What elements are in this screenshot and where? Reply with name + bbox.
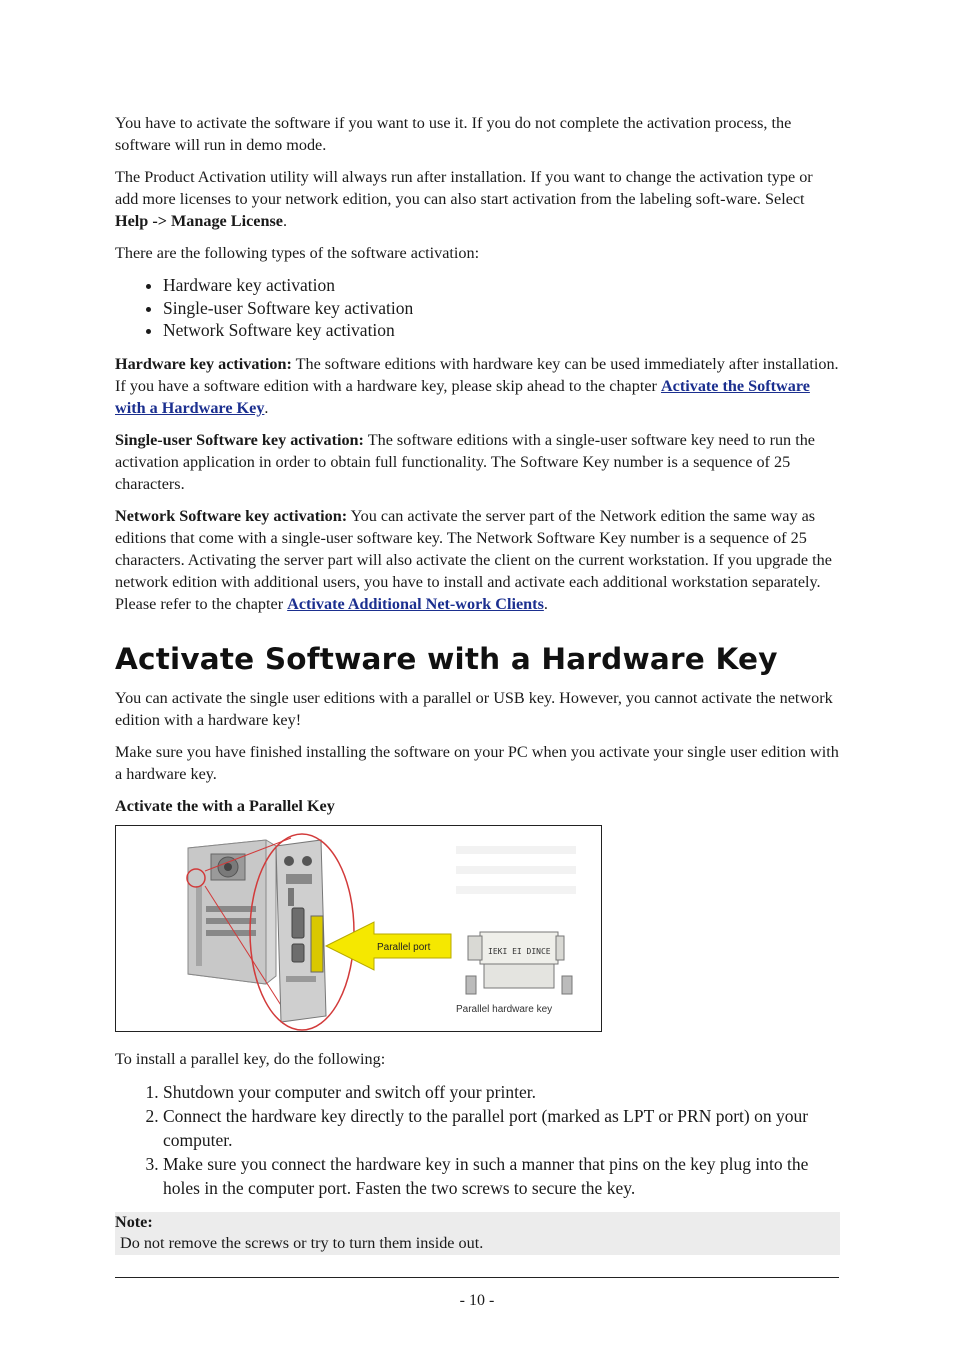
list-item: • Hardware key activation — [163, 274, 840, 297]
page-content — [115, 112, 840, 1255]
note-box — [115, 1212, 840, 1255]
list-item: • Network Software key activation — [163, 319, 840, 342]
pc-tower-small-icon — [187, 840, 276, 984]
intro-paragraph-1: You have to activate the software if you want to use it. If you do not complete the activation process, the software will run in demo mode. — [115, 114, 792, 154]
menu-path: Help -> Manage License — [115, 212, 283, 230]
hardware-key-caption: Parallel hardware key — [456, 1003, 553, 1015]
footer-divider — [115, 1277, 839, 1278]
section-heading: Activate Software with a Hardware Key — [115, 641, 778, 676]
intro-paragraph-2-end: . — [282, 212, 287, 230]
parallel-key-subheading: Activate the with a Parallel Key — [115, 796, 335, 815]
install-intro: To install a parallel key, do the following: — [115, 1049, 386, 1068]
network-end: . — [543, 594, 548, 613]
hardware-key-text: The software editions with hardware key can be used immediately after installation. If you have a software edition with a hardware key, please skip ahead to the chapter — [115, 354, 839, 395]
note-title: Note: — [115, 1212, 153, 1231]
pc-back-panel-icon — [276, 840, 326, 1022]
intro-paragraph-2-text: The Product Activation utility will always run after installation. If you want to change the activation type or add more licenses to your network edition, you can also start activation from the labeling soft-ware. Select — [115, 168, 813, 208]
section-paragraph-2: Make sure you have finished installing the software on your PC when you activate your single user edition with a hardware key. — [115, 742, 839, 783]
page-number: - 10 - — [459, 1292, 495, 1309]
hardware-key-label: Hardware key activation: — [115, 354, 292, 373]
key-imprint: IEKI EI DINCE — [488, 946, 551, 956]
list-item: • Single-user Software key activation — [163, 297, 840, 320]
network-paragraph — [115, 505, 840, 615]
single-user-label: Single-user Software key activation: — [115, 430, 364, 449]
hardware-key-paragraph — [115, 353, 840, 419]
intro-paragraph-3: There are the following types of the software activation: — [115, 244, 480, 262]
list-item: 2. Connect the hardware key directly to the parallel port (marked as LPT or PRN port) on your computer. — [163, 1104, 840, 1152]
network-text: You can activate the server part of the Network edition the same way as editions that come with a single-user software key. The Network Software Key number is a sequence of 25 characters. Activating the server part will also activate the client on the current workstation. If you upgrade the network edition with additional users, you have to install and activate each additional workstation separately. Please refer to the chapter — [115, 506, 832, 613]
note-body: Do not remove the screws or try to turn them inside out. — [120, 1233, 484, 1252]
section-paragraph-1: You can activate the single user editions with a parallel or USB key. However, you cannot activate the network edition with a hardware key! — [115, 688, 833, 729]
network-label: Network Software key activation: — [115, 506, 348, 525]
hardware-key-chapter-link[interactable]: Activate the Software with a Hardware Key — [115, 376, 810, 417]
arrow-label: Parallel port — [377, 941, 431, 953]
network-clients-chapter-link[interactable]: Activate Additional Net-work Clients — [287, 594, 544, 613]
single-user-paragraph — [115, 429, 840, 495]
install-steps-list — [115, 1080, 840, 1200]
parallel-key-illustration — [116, 826, 601, 1031]
list-item: 3. Make sure you connect the hardware key in such a manner that pins on the key plug into the holes in the computer port. Fasten the two screws to secure the key. — [163, 1152, 840, 1200]
hardware-key-end: . — [264, 398, 269, 417]
parallel-key-figure — [115, 825, 602, 1032]
parallel-hardware-key-icon — [466, 932, 572, 994]
list-item: 1. Shutdown your computer and switch off your printer. — [163, 1080, 840, 1104]
single-user-text: The software editions with a single-user software key need to run the activation application in order to obtain full functionality. The Software Key number is a sequence of 25 characters. — [115, 430, 815, 493]
activation-types-list — [115, 274, 840, 342]
intro-paragraph-2 — [115, 166, 840, 232]
